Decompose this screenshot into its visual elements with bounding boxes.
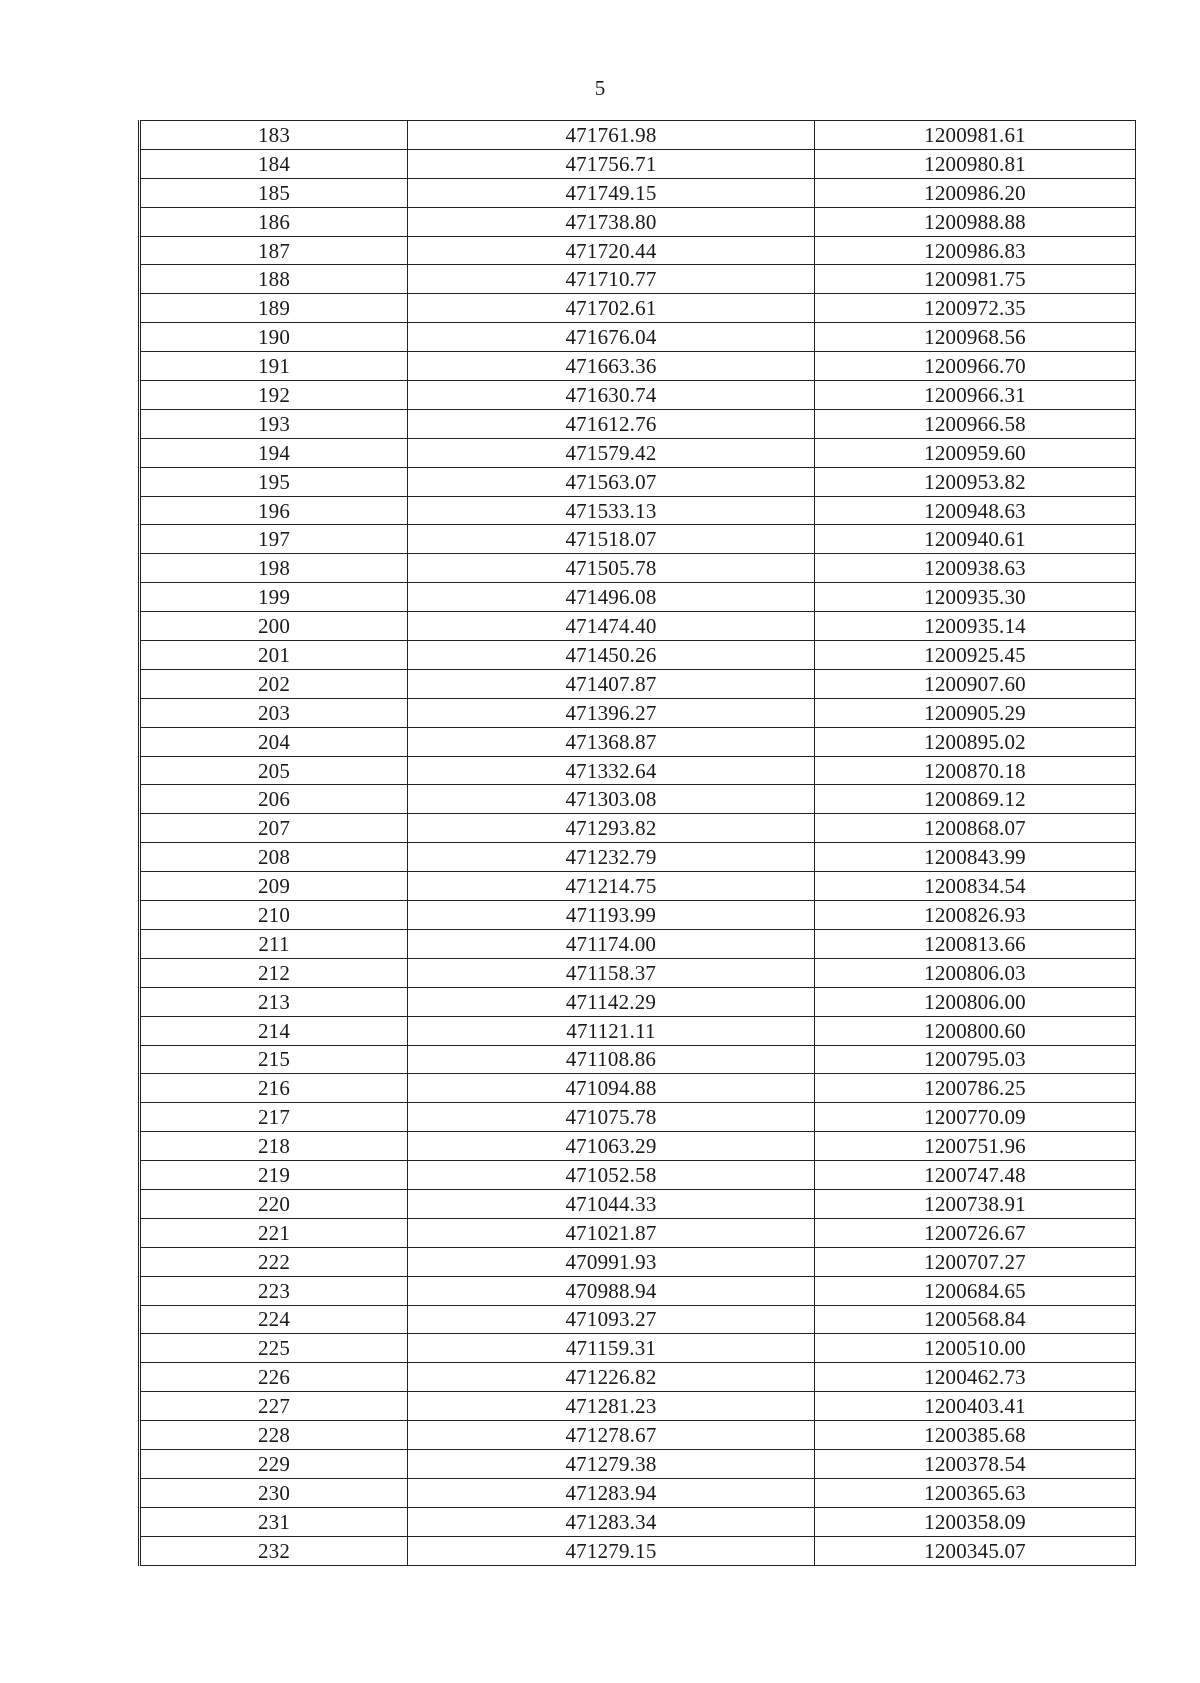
x-coordinate-cell: 470988.94	[408, 1276, 815, 1305]
y-coordinate-cell: 1200905.29	[815, 698, 1136, 727]
x-coordinate-cell: 471396.27	[408, 698, 815, 727]
point-number-cell: 190	[140, 323, 408, 352]
point-number-cell: 222	[140, 1247, 408, 1276]
table-row	[140, 1218, 1136, 1247]
table-row	[140, 1478, 1136, 1507]
x-coordinate-cell: 471293.82	[408, 814, 815, 843]
y-coordinate-cell: 1200870.18	[815, 756, 1136, 785]
y-coordinate-cell: 1200981.75	[815, 265, 1136, 294]
x-coordinate-cell: 471756.71	[408, 149, 815, 178]
table-row	[140, 1189, 1136, 1218]
y-coordinate-cell: 1200813.66	[815, 929, 1136, 958]
x-coordinate-cell: 471738.80	[408, 207, 815, 236]
x-coordinate-cell: 471226.82	[408, 1363, 815, 1392]
point-number-cell: 196	[140, 496, 408, 525]
table-row	[140, 1536, 1136, 1565]
x-coordinate-cell: 471278.67	[408, 1421, 815, 1450]
x-coordinate-cell: 471676.04	[408, 323, 815, 352]
table-row	[140, 294, 1136, 323]
x-coordinate-cell: 471044.33	[408, 1189, 815, 1218]
table-row	[140, 756, 1136, 785]
x-coordinate-cell: 471761.98	[408, 121, 815, 150]
table-row	[140, 1507, 1136, 1536]
table-row	[140, 381, 1136, 410]
table-row	[140, 1334, 1136, 1363]
point-number-cell: 186	[140, 207, 408, 236]
y-coordinate-cell: 1200462.73	[815, 1363, 1136, 1392]
point-number-cell: 214	[140, 1016, 408, 1045]
coordinates-table	[138, 120, 1136, 1566]
table-row	[140, 987, 1136, 1016]
y-coordinate-cell: 1200726.67	[815, 1218, 1136, 1247]
point-number-cell: 195	[140, 467, 408, 496]
table-row	[140, 265, 1136, 294]
x-coordinate-cell: 471710.77	[408, 265, 815, 294]
table-row	[140, 1247, 1136, 1276]
point-number-cell: 202	[140, 669, 408, 698]
x-coordinate-cell: 471279.15	[408, 1536, 815, 1565]
y-coordinate-cell: 1200403.41	[815, 1392, 1136, 1421]
point-number-cell: 230	[140, 1478, 408, 1507]
y-coordinate-cell: 1200806.00	[815, 987, 1136, 1016]
point-number-cell: 188	[140, 265, 408, 294]
y-coordinate-cell: 1200378.54	[815, 1449, 1136, 1478]
y-coordinate-cell: 1200869.12	[815, 785, 1136, 814]
table-row	[140, 352, 1136, 381]
table-row	[140, 1103, 1136, 1132]
table-row	[140, 1161, 1136, 1190]
y-coordinate-cell: 1200986.20	[815, 178, 1136, 207]
table-row	[140, 323, 1136, 352]
table-row	[140, 467, 1136, 496]
point-number-cell: 217	[140, 1103, 408, 1132]
point-number-cell: 227	[140, 1392, 408, 1421]
point-number-cell: 204	[140, 727, 408, 756]
y-coordinate-cell: 1200868.07	[815, 814, 1136, 843]
y-coordinate-cell: 1200966.58	[815, 409, 1136, 438]
point-number-cell: 212	[140, 958, 408, 987]
x-coordinate-cell: 471533.13	[408, 496, 815, 525]
point-number-cell: 197	[140, 525, 408, 554]
point-number-cell: 211	[140, 929, 408, 958]
x-coordinate-cell: 471407.87	[408, 669, 815, 698]
table-row	[140, 149, 1136, 178]
table-row	[140, 121, 1136, 150]
coordinates-table-body	[140, 121, 1136, 1566]
x-coordinate-cell: 471518.07	[408, 525, 815, 554]
y-coordinate-cell: 1200365.63	[815, 1478, 1136, 1507]
x-coordinate-cell: 471094.88	[408, 1074, 815, 1103]
y-coordinate-cell: 1200966.31	[815, 381, 1136, 410]
point-number-cell: 225	[140, 1334, 408, 1363]
y-coordinate-cell: 1200953.82	[815, 467, 1136, 496]
table-row	[140, 872, 1136, 901]
x-coordinate-cell: 471214.75	[408, 872, 815, 901]
table-row	[140, 583, 1136, 612]
y-coordinate-cell: 1200738.91	[815, 1189, 1136, 1218]
x-coordinate-cell: 471505.78	[408, 554, 815, 583]
point-number-cell: 218	[140, 1132, 408, 1161]
y-coordinate-cell: 1200925.45	[815, 641, 1136, 670]
y-coordinate-cell: 1200843.99	[815, 843, 1136, 872]
x-coordinate-cell: 471303.08	[408, 785, 815, 814]
y-coordinate-cell: 1200385.68	[815, 1421, 1136, 1450]
x-coordinate-cell: 471281.23	[408, 1392, 815, 1421]
y-coordinate-cell: 1200826.93	[815, 901, 1136, 930]
y-coordinate-cell: 1200988.88	[815, 207, 1136, 236]
y-coordinate-cell: 1200684.65	[815, 1276, 1136, 1305]
y-coordinate-cell: 1200986.83	[815, 236, 1136, 265]
point-number-cell: 209	[140, 872, 408, 901]
y-coordinate-cell: 1200770.09	[815, 1103, 1136, 1132]
table-row	[140, 1421, 1136, 1450]
table-row	[140, 612, 1136, 641]
table-row	[140, 698, 1136, 727]
point-number-cell: 194	[140, 438, 408, 467]
table-row	[140, 178, 1136, 207]
table-row	[140, 1132, 1136, 1161]
y-coordinate-cell: 1200968.56	[815, 323, 1136, 352]
table-row	[140, 1392, 1136, 1421]
table-row	[140, 958, 1136, 987]
point-number-cell: 208	[140, 843, 408, 872]
x-coordinate-cell: 471630.74	[408, 381, 815, 410]
y-coordinate-cell: 1200510.00	[815, 1334, 1136, 1363]
table-row	[140, 409, 1136, 438]
x-coordinate-cell: 471450.26	[408, 641, 815, 670]
x-coordinate-cell: 471142.29	[408, 987, 815, 1016]
point-number-cell: 220	[140, 1189, 408, 1218]
table-row	[140, 901, 1136, 930]
point-number-cell: 221	[140, 1218, 408, 1247]
y-coordinate-cell: 1200948.63	[815, 496, 1136, 525]
x-coordinate-cell: 471702.61	[408, 294, 815, 323]
table-row	[140, 669, 1136, 698]
x-coordinate-cell: 471232.79	[408, 843, 815, 872]
x-coordinate-cell: 471720.44	[408, 236, 815, 265]
y-coordinate-cell: 1200834.54	[815, 872, 1136, 901]
x-coordinate-cell: 471121.11	[408, 1016, 815, 1045]
y-coordinate-cell: 1200935.14	[815, 612, 1136, 641]
x-coordinate-cell: 471174.00	[408, 929, 815, 958]
table-row	[140, 525, 1136, 554]
point-number-cell: 184	[140, 149, 408, 178]
x-coordinate-cell: 471283.94	[408, 1478, 815, 1507]
y-coordinate-cell: 1200907.60	[815, 669, 1136, 698]
point-number-cell: 185	[140, 178, 408, 207]
x-coordinate-cell: 471563.07	[408, 467, 815, 496]
x-coordinate-cell: 471063.29	[408, 1132, 815, 1161]
point-number-cell: 213	[140, 987, 408, 1016]
table-row	[140, 1276, 1136, 1305]
y-coordinate-cell: 1200568.84	[815, 1305, 1136, 1334]
x-coordinate-cell: 471663.36	[408, 352, 815, 381]
y-coordinate-cell: 1200707.27	[815, 1247, 1136, 1276]
x-coordinate-cell: 471093.27	[408, 1305, 815, 1334]
table-row	[140, 641, 1136, 670]
table-row	[140, 814, 1136, 843]
point-number-cell: 224	[140, 1305, 408, 1334]
point-number-cell: 216	[140, 1074, 408, 1103]
y-coordinate-cell: 1200938.63	[815, 554, 1136, 583]
y-coordinate-cell: 1200966.70	[815, 352, 1136, 381]
table-row	[140, 554, 1136, 583]
point-number-cell: 201	[140, 641, 408, 670]
y-coordinate-cell: 1200981.61	[815, 121, 1136, 150]
x-coordinate-cell: 471332.64	[408, 756, 815, 785]
x-coordinate-cell: 471612.76	[408, 409, 815, 438]
table-row	[140, 929, 1136, 958]
point-number-cell: 205	[140, 756, 408, 785]
y-coordinate-cell: 1200980.81	[815, 149, 1136, 178]
table-row	[140, 1305, 1136, 1334]
y-coordinate-cell: 1200786.25	[815, 1074, 1136, 1103]
point-number-cell: 223	[140, 1276, 408, 1305]
y-coordinate-cell: 1200935.30	[815, 583, 1136, 612]
y-coordinate-cell: 1200345.07	[924, 1538, 1026, 1563]
x-coordinate-cell: 471368.87	[408, 727, 815, 756]
point-number-cell: 191	[140, 352, 408, 381]
y-coordinate-cell: 1200895.02	[815, 727, 1136, 756]
y-coordinate-cell: 1200940.61	[815, 525, 1136, 554]
y-coordinate-cell: 1200806.03	[815, 958, 1136, 987]
x-coordinate-cell: 471021.87	[408, 1218, 815, 1247]
point-number-cell: 226	[140, 1363, 408, 1392]
point-number-cell: 200	[140, 612, 408, 641]
x-coordinate-cell: 471159.31	[408, 1334, 815, 1363]
point-number-cell: 207	[140, 814, 408, 843]
x-coordinate-cell: 471193.99	[408, 901, 815, 930]
table-row	[140, 1045, 1136, 1074]
x-coordinate-cell: 471283.34	[408, 1507, 815, 1536]
table-row	[140, 207, 1136, 236]
x-coordinate-cell: 471579.42	[408, 438, 815, 467]
point-number-cell: 198	[140, 554, 408, 583]
y-coordinate-cell: 1200959.60	[815, 438, 1136, 467]
table-row	[140, 236, 1136, 265]
page-number: 5	[594, 76, 606, 100]
table-row	[140, 1449, 1136, 1478]
point-number-cell: 187	[140, 236, 408, 265]
table-row	[140, 727, 1136, 756]
point-number-cell: 232	[140, 1536, 408, 1565]
point-number-cell: 229	[140, 1449, 408, 1478]
point-number-cell: 206	[140, 785, 408, 814]
point-number-cell: 199	[140, 583, 408, 612]
point-number-cell: 215	[140, 1045, 408, 1074]
table-row	[140, 1074, 1136, 1103]
y-coordinate-cell: 1200747.48	[815, 1161, 1136, 1190]
table-row	[140, 843, 1136, 872]
x-coordinate-cell: 471075.78	[408, 1103, 815, 1132]
x-coordinate-cell: 471158.37	[408, 958, 815, 987]
table-row	[140, 1363, 1136, 1392]
point-number-cell: 210	[140, 901, 408, 930]
x-coordinate-cell: 471108.86	[408, 1045, 815, 1074]
point-number-cell: 183	[140, 121, 408, 150]
point-number-cell: 189	[140, 294, 408, 323]
table-row	[140, 438, 1136, 467]
x-coordinate-cell: 471749.15	[408, 178, 815, 207]
x-coordinate-cell: 471279.38	[408, 1449, 815, 1478]
y-coordinate-cell: 1200800.60	[815, 1016, 1136, 1045]
x-coordinate-cell: 471496.08	[408, 583, 815, 612]
x-coordinate-cell: 471052.58	[408, 1161, 815, 1190]
x-coordinate-cell: 471474.40	[408, 612, 815, 641]
point-number-cell: 219	[140, 1161, 408, 1190]
y-coordinate-cell: 1200358.09	[815, 1507, 1136, 1536]
y-coordinate-cell: 1200751.96	[815, 1132, 1136, 1161]
x-coordinate-cell: 470991.93	[408, 1247, 815, 1276]
table-row	[140, 1016, 1136, 1045]
y-coordinate-cell: 1200972.35	[815, 294, 1136, 323]
table-row	[140, 496, 1136, 525]
y-coordinate-cell: 1200795.03	[815, 1045, 1136, 1074]
point-number-cell: 203	[140, 698, 408, 727]
point-number-cell: 228	[140, 1421, 408, 1450]
point-number-cell: 231	[140, 1507, 408, 1536]
table-row	[140, 785, 1136, 814]
point-number-cell: 192	[140, 381, 408, 410]
point-number-cell: 193	[140, 409, 408, 438]
